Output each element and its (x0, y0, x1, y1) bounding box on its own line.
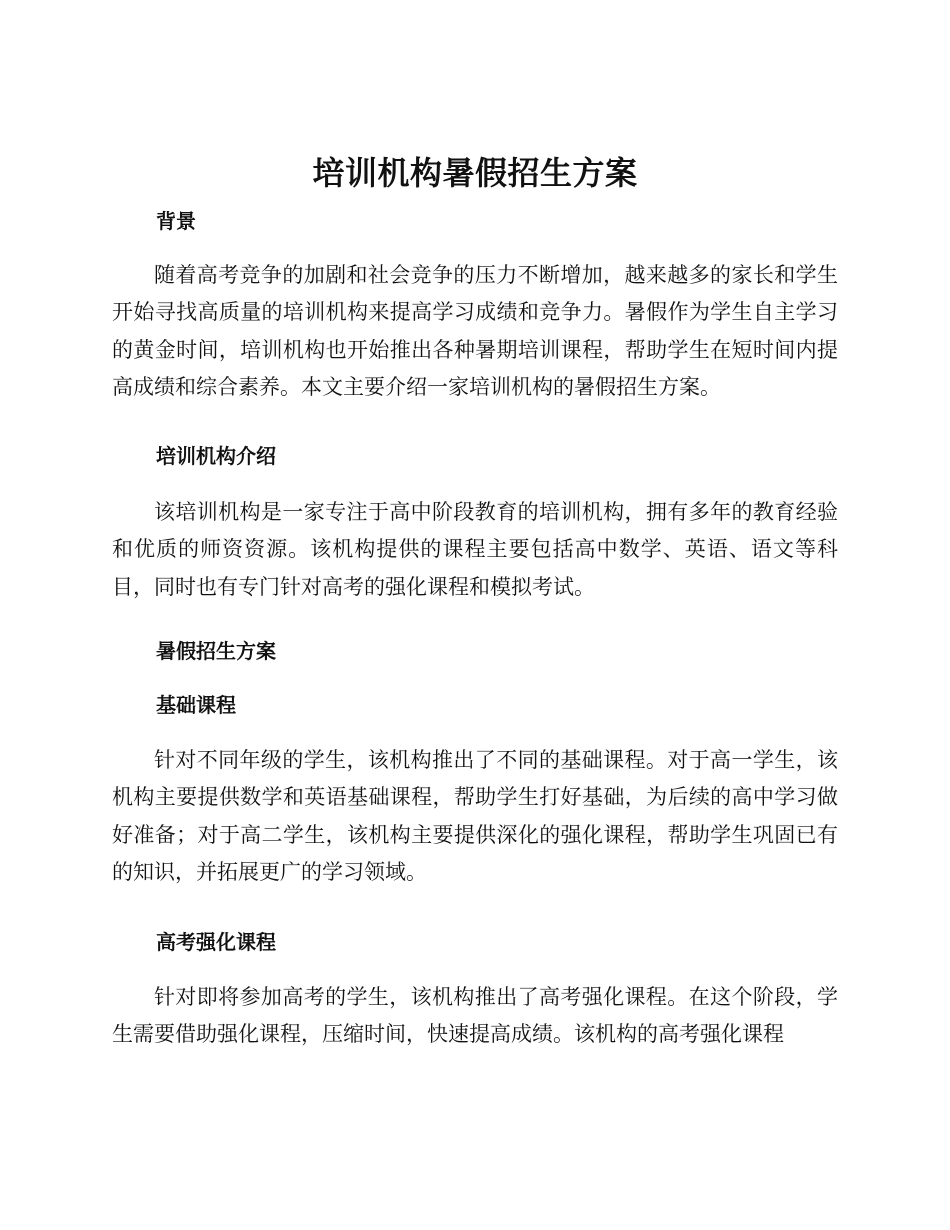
document-title: 培训机构暑假招生方案 (312, 154, 638, 192)
section-heading-basic-courses: 基础课程 (156, 693, 236, 717)
section-heading-institution-intro: 培训机构介绍 (156, 444, 276, 468)
section-paragraph-institution-intro: 该培训机构是一家专注于高中阶段教育的培训机构，拥有多年的教育经验和优质的师资资源。该机构提供的课程主要包括高中数学、英语、语文等科目，同时也有专门针对高考的强化课程和模拟考试。 (112, 500, 838, 599)
section-paragraph-basic-courses: 针对不同年级的学生，该机构推出了不同的基础课程。对于高一学生，该机构主要提供数学和英语基础课程，帮助学生打好基础，为后续的高中学习做好准备；对于高二学生，该机构主要提供深化的强化课程，帮助学生巩固已有的知识，并拓展更广的学习领域。 (112, 748, 838, 885)
section-paragraph-background: 随着高考竞争的加剧和社会竞争的压力不断增加，越来越多的家长和学生开始寻找高质量的培训机构来提高学习成绩和竞争力。暑假作为学生自主学习的黄金时间，培训机构也开始推出各种暑期培训课程，帮助学生在短时间内提高成绩和综合素养。本文主要介绍一家培训机构的暑假招生方案。 (112, 263, 838, 400)
section-paragraph-gaokao-intensive: 针对即将参加高考的学生，该机构推出了高考强化课程。在这个阶段，学生需要借助强化课程，压缩时间，快速提高成绩。该机构的高考强化课程 (112, 985, 838, 1047)
section-heading-gaokao-intensive: 高考强化课程 (156, 930, 276, 954)
section-heading-summer-plan: 暑假招生方案 (156, 639, 276, 663)
section-heading-background: 背景 (156, 209, 196, 233)
